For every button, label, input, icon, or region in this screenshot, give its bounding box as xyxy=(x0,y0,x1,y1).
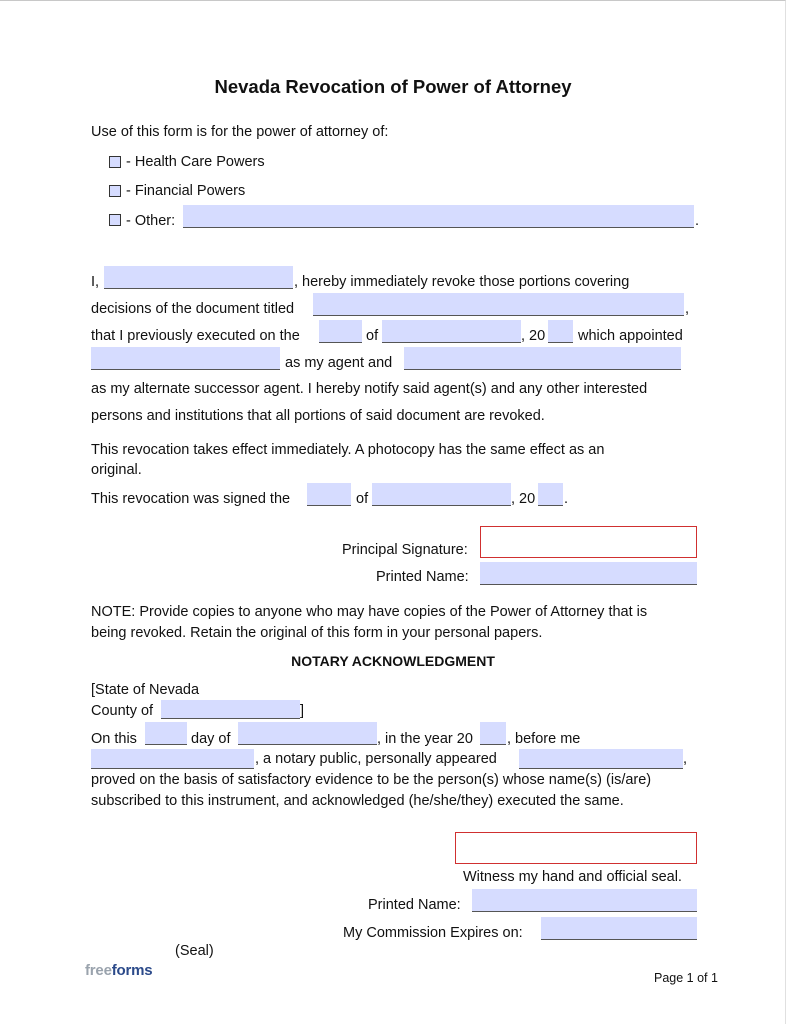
principal-signature-label: Principal Signature: xyxy=(342,542,468,558)
financial-checkbox[interactable] xyxy=(109,185,121,197)
other-period: . xyxy=(695,213,700,229)
body-line1-suffix: , hereby immediately revoke those portions covering xyxy=(294,274,630,290)
notary-year-field[interactable] xyxy=(480,722,506,745)
notary-signature-box[interactable] xyxy=(455,832,697,864)
notary-state: [State of Nevada xyxy=(91,682,200,698)
on-this-label: On this xyxy=(91,731,137,747)
health-care-checkbox[interactable] xyxy=(109,156,121,168)
body-line3-year: , 20 xyxy=(521,328,546,344)
principal-printed-name-label: Printed Name: xyxy=(376,569,469,585)
effect-line1: This revocation takes effect immediately. A photocopy has the same effect as an xyxy=(91,442,605,458)
body-line2-suffix: , xyxy=(685,301,690,317)
proved-text: proved on the basis of satisfactory evidence to be the person(s) whose name(s) (is/are) xyxy=(91,772,652,788)
effect-line2: original. xyxy=(91,462,142,478)
signed-of: of xyxy=(356,491,369,507)
commission-label: My Commission Expires on: xyxy=(343,925,523,941)
notary-public-label: , a notary public, personally appeared xyxy=(255,751,497,767)
body-line1-prefix: I, xyxy=(91,274,100,290)
signed-year: , 20 xyxy=(511,491,536,507)
intro-text: Use of this form is for the power of attorney of: xyxy=(91,124,389,140)
body-line3-prefix: that I previously executed on the xyxy=(91,328,300,344)
notary-day-field[interactable] xyxy=(145,722,187,745)
logo-free: free xyxy=(85,962,112,979)
agent-name-field[interactable] xyxy=(91,347,280,370)
successor-agent-field[interactable] xyxy=(404,347,681,370)
logo-forms: forms xyxy=(111,962,153,979)
notary-month-field[interactable] xyxy=(238,722,377,745)
financial-label: - Financial Powers xyxy=(126,183,246,199)
notary-name-field[interactable] xyxy=(91,749,254,769)
freeforms-logo xyxy=(85,962,152,979)
in-the-year-label: , in the year 20 xyxy=(377,731,473,747)
body-line4-mid: as my agent and xyxy=(285,355,393,371)
other-label: - Other: xyxy=(126,213,176,229)
note-line2: being revoked. Retain the original of this form in your personal papers. xyxy=(91,625,543,641)
appeared-comma: , xyxy=(683,751,688,767)
notary-printed-name-field[interactable] xyxy=(472,889,697,912)
body-line3-suffix: which appointed xyxy=(578,328,683,344)
principal-printed-name-field[interactable] xyxy=(480,562,697,585)
document-title: Nevada Revocation of Power of Attorney xyxy=(214,76,572,97)
signed-day-field[interactable] xyxy=(307,483,351,506)
other-checkbox[interactable] xyxy=(109,214,121,226)
appeared-name-field[interactable] xyxy=(519,749,683,769)
subscribed-text: subscribed to this instrument, and acknowledged (he/she/they) executed the same. xyxy=(91,793,624,809)
executed-year-field[interactable] xyxy=(548,320,573,343)
document-title-field[interactable] xyxy=(313,293,684,316)
signed-prefix: This revocation was signed the xyxy=(91,491,291,507)
county-field[interactable] xyxy=(161,700,300,719)
health-care-label: - Health Care Powers xyxy=(126,154,265,170)
body-line2-prefix: decisions of the document titled xyxy=(91,301,295,317)
before-me-label: , before me xyxy=(507,731,581,747)
page-number: Page 1 of 1 xyxy=(654,971,718,985)
signed-year-field[interactable] xyxy=(538,483,563,506)
day-of-label: day of xyxy=(191,731,231,747)
principal-signature-box[interactable] xyxy=(480,526,697,558)
other-field[interactable] xyxy=(183,205,694,228)
body-line6: persons and institutions that all portions of said document are revoked. xyxy=(91,408,545,424)
executed-day-field[interactable] xyxy=(319,320,362,343)
signed-month-field[interactable] xyxy=(372,483,511,506)
notary-heading: NOTARY ACKNOWLEDGMENT xyxy=(291,653,495,669)
executed-month-field[interactable] xyxy=(382,320,521,343)
note-line1: NOTE: Provide copies to anyone who may have copies of the Power of Attorney that is xyxy=(91,604,648,620)
county-label: County of xyxy=(91,703,154,719)
signed-period: . xyxy=(564,491,569,507)
notary-printed-name-label: Printed Name: xyxy=(368,897,461,913)
principal-name-field[interactable] xyxy=(104,266,293,289)
commission-field[interactable] xyxy=(541,917,697,940)
county-bracket: ] xyxy=(300,703,305,719)
witness-text: Witness my hand and official seal. xyxy=(463,869,682,885)
body-line3-of: of xyxy=(366,328,379,344)
body-line5: as my alternate successor agent. I hereby notify said agent(s) and any other interested xyxy=(91,381,648,397)
seal-label: (Seal) xyxy=(175,943,214,959)
